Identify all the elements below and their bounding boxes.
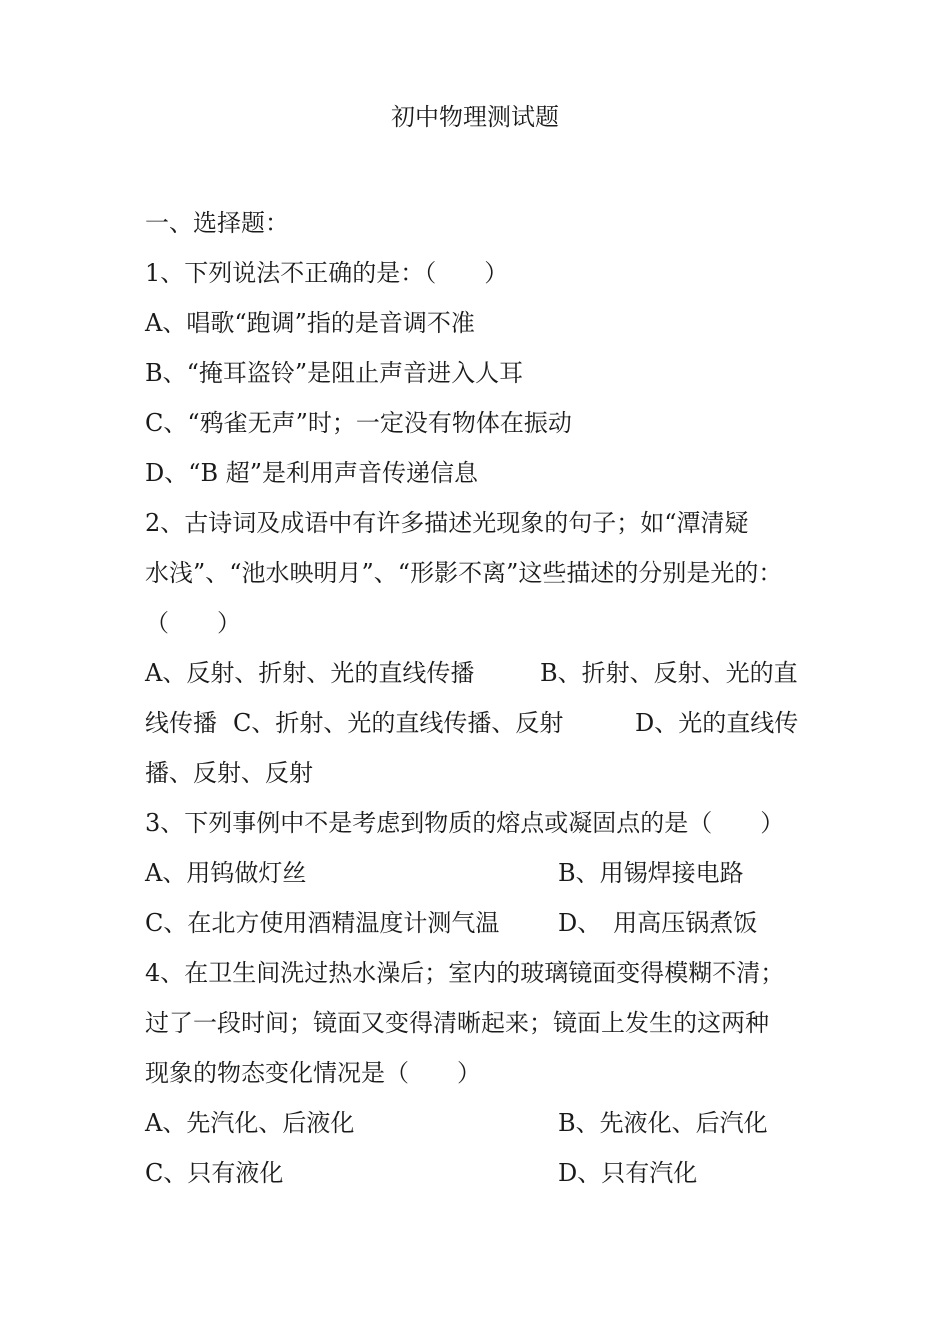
question-list — [145, 198, 815, 1198]
question-4-option-b: B、先液化、后汽化 — [558, 1109, 768, 1137]
question-4-stem-line-1: 4、在卫生间洗过热水澡后；室内的玻璃镜面变得模糊不清； — [145, 959, 785, 987]
question-3-options-row-2 — [145, 898, 815, 948]
question-4-options-row-1 — [145, 1098, 815, 1148]
question-4-stem-line-3: 现象的物态变化情况是（ ） — [145, 1059, 481, 1087]
question-2-option-c: C、折射、光的直线传播、反射 — [233, 709, 564, 737]
question-2-option-b: B、折射、反射、光的直 — [540, 659, 798, 687]
question-2-stem-line-3: （ ） — [145, 609, 241, 637]
question-1-stem: 1、下列说法不正确的是：（ ） — [145, 259, 509, 287]
question-1-option-b: B、“掩耳盗铃”是阻止声音进入人耳 — [145, 359, 524, 387]
question-3-option-d: D、 用高压锅煮饭 — [558, 909, 758, 937]
question-2-option-d: D、光的直线传 — [635, 709, 799, 737]
question-2-stem-line-2: 水浅”、“池水映明月”、“形影不离”这些描述的分别是光的： — [145, 559, 783, 587]
question-2-stem-line-1: 2、古诗词及成语中有许多描述光现象的句子；如“潭清疑 — [145, 509, 749, 537]
question-3-stem: 3、下列事例中不是考虑到物质的熔点或凝固点的是（ ） — [145, 809, 785, 837]
question-3-option-a: A、用钨做灯丝 — [145, 859, 307, 887]
question-2-options-row-2 — [145, 698, 815, 748]
question-2-option-a: A、反射、折射、光的直线传播 — [145, 659, 475, 687]
question-4-option-c: C、只有液化 — [145, 1159, 284, 1187]
question-2-option-d-continued: 播、反射、反射 — [145, 759, 313, 787]
question-4-option-d: D、只有汽化 — [558, 1159, 698, 1187]
page-title: 初中物理测试题 — [391, 103, 559, 131]
question-3-option-b: B、用锡焊接电路 — [558, 859, 744, 887]
question-3-options-row-1 — [145, 848, 815, 898]
question-2-option-b-continued: 线传播 — [145, 709, 217, 737]
question-4-stem-line-2: 过了一段时间；镜面又变得清晰起来；镜面上发生的这两种 — [145, 1009, 769, 1037]
question-1-option-d: D、“B 超”是利用声音传递信息 — [145, 459, 479, 487]
question-3-option-c: C、在北方使用酒精温度计测气温 — [145, 909, 500, 937]
question-1-option-a: A、唱歌“跑调”指的是音调不准 — [145, 309, 475, 337]
question-4-option-a: A、先汽化、后液化 — [145, 1109, 355, 1137]
question-4-options-row-2 — [145, 1148, 815, 1198]
section-heading: 一、选择题： — [145, 209, 289, 237]
question-2-options-row-1 — [145, 648, 815, 698]
question-1-option-c: C、“鸦雀无声”时；一定没有物体在振动 — [145, 409, 572, 437]
